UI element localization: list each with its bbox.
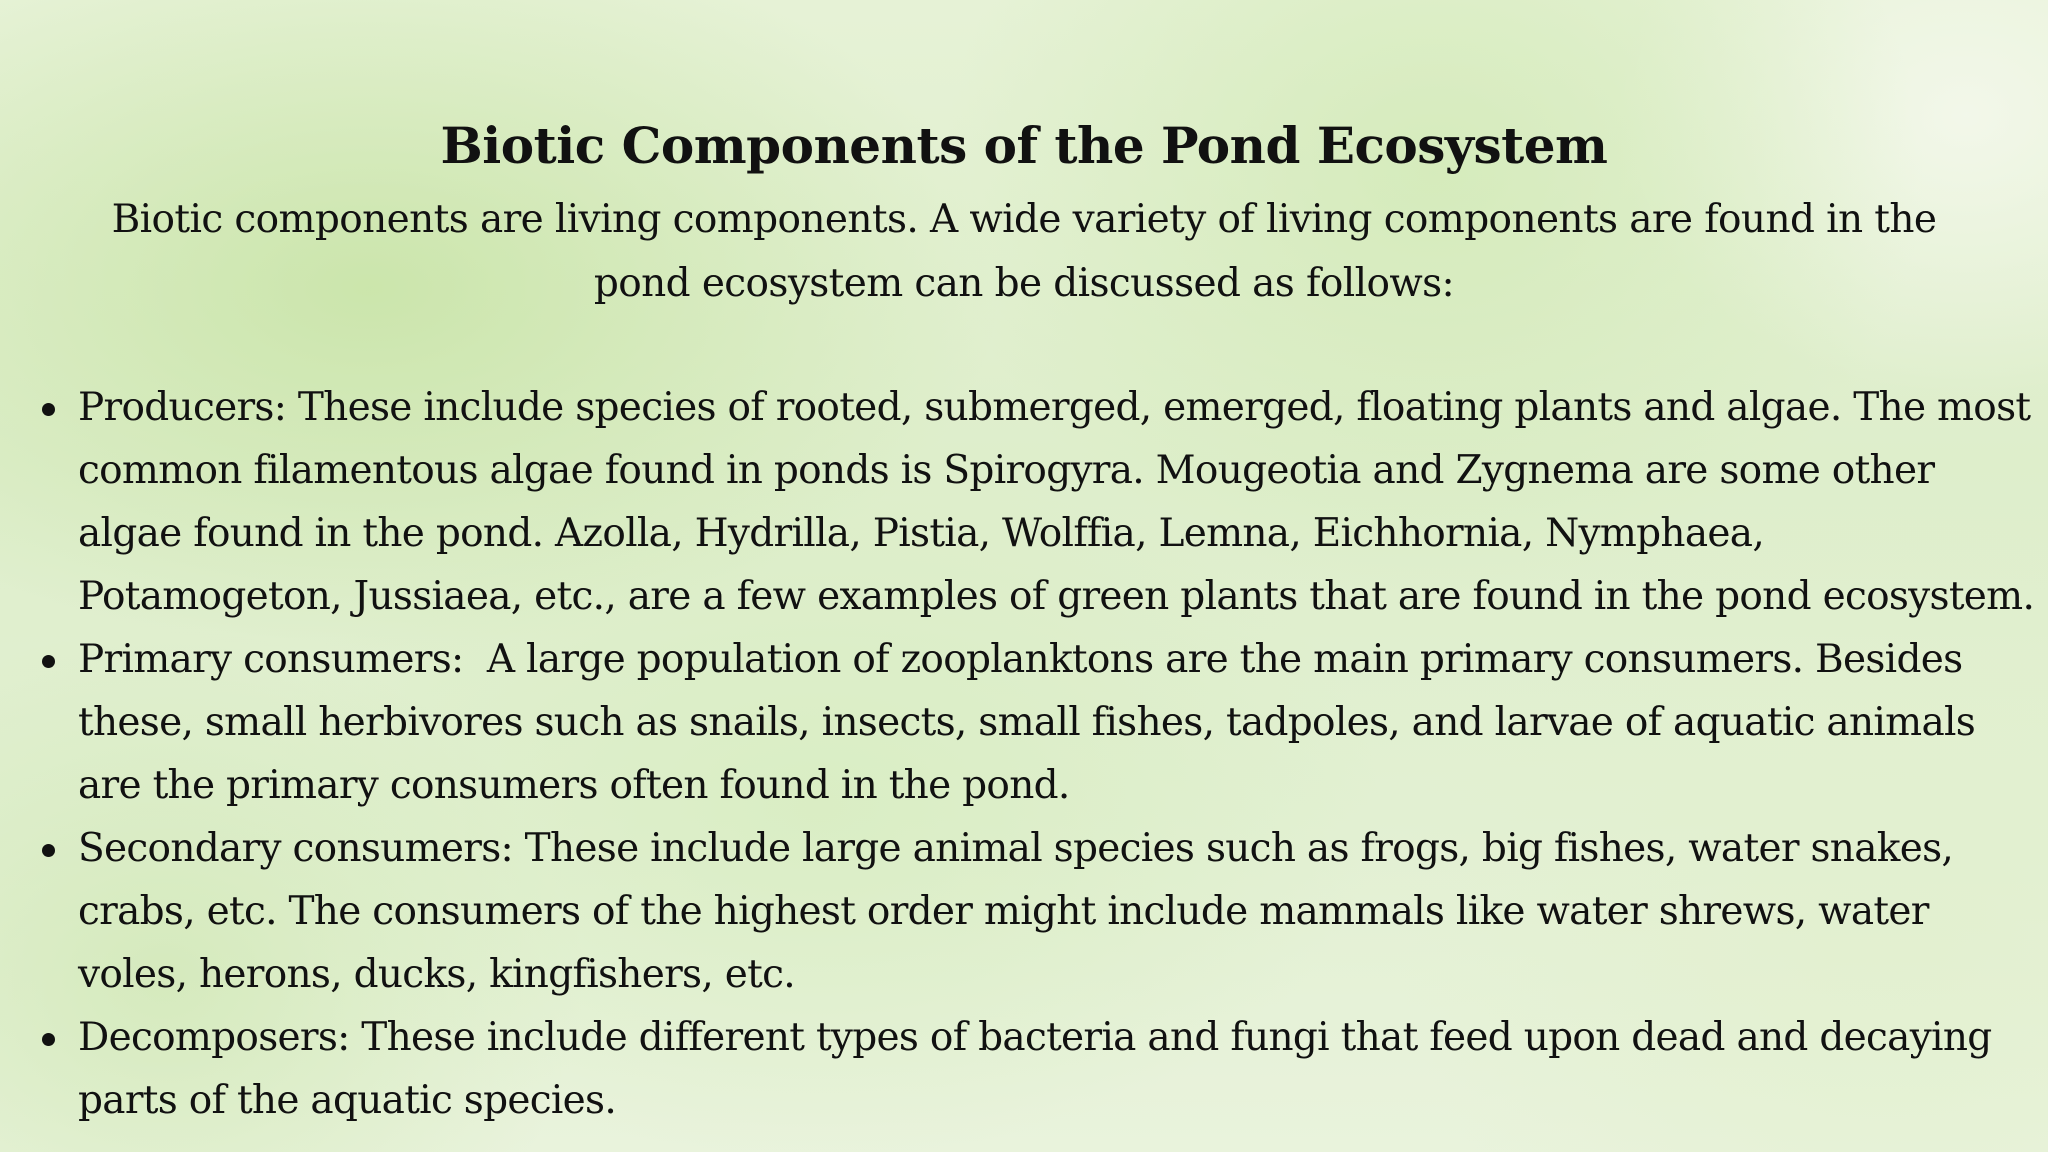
bullet-text: Decomposers: These include different types of bacteria and fungi that feed upon dead and decaying parts of the aquatic species. <box>78 1015 1992 1123</box>
bullet-text: Producers: These include species of rooted, submerged, emerged, floating plants and algae. The most common filamentous algae found in ponds is Spirogyra. Mougeotia and Zygnema are some other algae found in the pond. Azolla, Hydrilla, Pistia, Wolffia, Lemna, Eichhornia, Nymphaea, Potamogeton, Jussiaea, etc., are a few examples of green plants that are found in the pond ecosystem. <box>78 385 2035 619</box>
bullet-producers <box>78 376 2038 628</box>
slide-title: Biotic Components of the Pond Ecosystem <box>440 116 1608 175</box>
bullet-dot-icon <box>42 844 55 857</box>
intro-paragraph: Biotic components are living components. A wide variety of living components are found in the pond ecosystem can be discussed as follows: <box>111 197 1937 306</box>
bullet-text: Primary consumers: A large population of zooplanktons are the main primary consumers. Besides these, small herbivores such as snails, insects, small fishes, tadpoles, and larvae of aquatic animals are the primary consumers often found in the pond. <box>78 637 1987 808</box>
bullet-dot-icon <box>42 403 55 416</box>
bullet-dot-icon <box>42 1033 55 1046</box>
bullet-dot-icon <box>42 655 55 668</box>
bullet-text: Secondary consumers: These include large animal species such as frogs, big fishes, water snakes, crabs, etc. The consumers of the highest order might include mammals like water shrews, water voles, herons, ducks, kingfishers, etc. <box>78 826 1954 997</box>
bullet-primary-consumers <box>78 628 2038 817</box>
bullet-decomposers <box>78 1006 2038 1132</box>
bullet-secondary-consumers <box>78 817 2038 1006</box>
bullet-list <box>78 376 2038 1132</box>
